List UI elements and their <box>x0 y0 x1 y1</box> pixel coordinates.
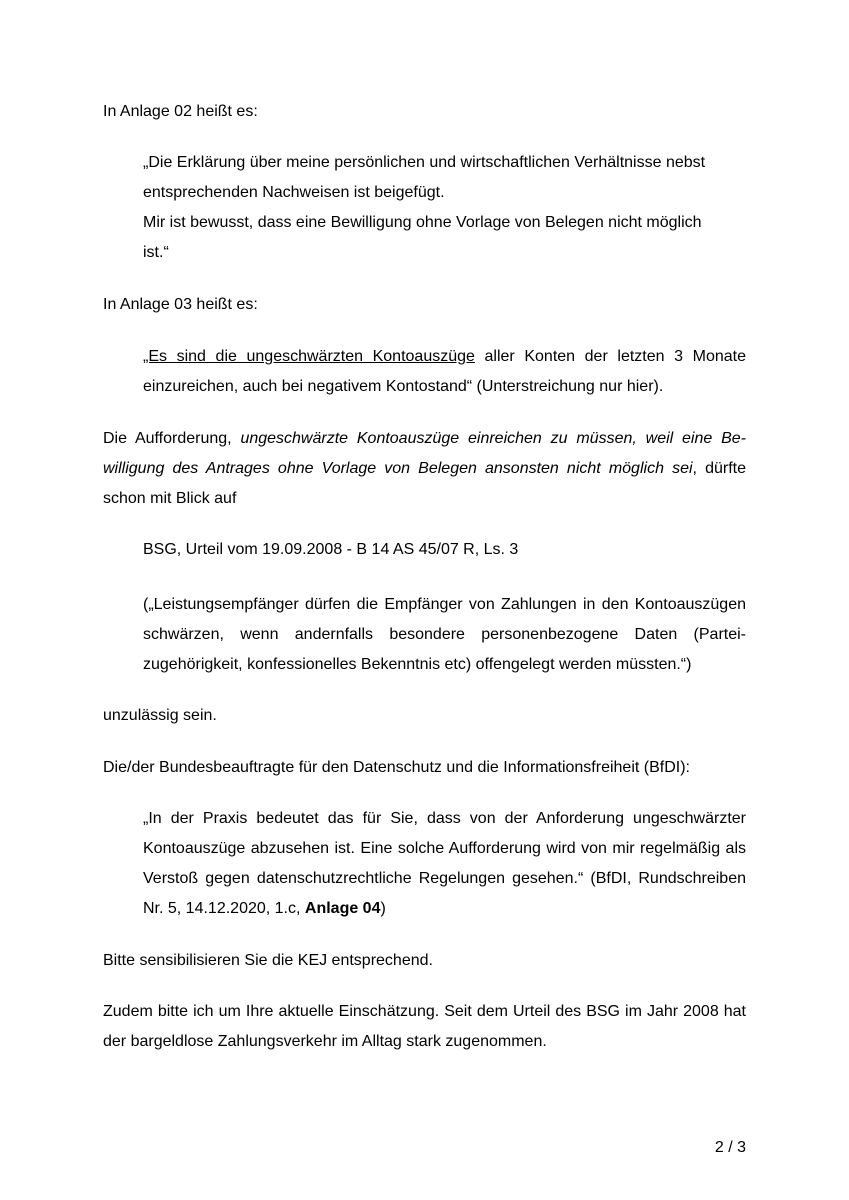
paragraph-unzulaessig: unzulässig sein. <box>103 707 217 724</box>
quote-anlage-02 <box>143 148 746 268</box>
bold-reference: Anlage 04 <box>304 900 381 917</box>
quote-anlage-03 <box>143 342 746 402</box>
underlined-text: „Es sind die ungeschwärzten Kontoauszüge <box>143 348 475 365</box>
paragraph-anlage-02-intro: In Anlage 02 heißt es: <box>103 103 258 120</box>
paragraph-kej-request: Bitte sensibilisieren Sie die KEJ entsprechend. <box>103 952 433 969</box>
quote-anlage-02-line: entsprechenden Nachweisen ist beigefügt. <box>143 184 445 201</box>
italic-text: ungeschwärzte Kontoauszüge einreichen zu müssen, weil eine Bewilligung des Antrages ohne Vorlage von Belegen ansonsten nicht möglich sei <box>103 430 746 477</box>
paragraph-aufforderung-tail: , dürfte schon mit Blick auf <box>103 460 746 507</box>
citation-bsg: BSG, Urteil vom 19.09.2008 - B 14 AS 45/07 R, Ls. 3 <box>143 541 519 558</box>
quote-bfdi-main: „In der Praxis bedeutet das für Sie, dass von der Anforderung ungeschwärzter Kontoauszüge abzusehen ist. Eine solche Aufforderung wird von mir regelmäßig als Verstoß gegen datenschutzrechtliche Regelungen gesehen.“ (BfDI, Rundschreiben Nr. 5, 14.12.2020, 1.c, <box>143 810 746 917</box>
quote-anlage-02-line: „Die Erklärung über meine persönlichen und wirtschaftlichen Verhältnisse nebst <box>143 154 706 171</box>
paragraph-aufforderung-lead: Die Aufforderung, <box>103 430 241 447</box>
page-number: 2 / 3 <box>714 1139 746 1156</box>
quote-anlage-03-rest: aller Konten der letzten 3 Monate einzureichen, auch bei negativem Kontostand“ (Unterstreichung nur hier). <box>143 348 746 395</box>
quote-bfdi-close: ) <box>380 900 386 917</box>
paragraph-aufforderung <box>103 424 746 514</box>
quote-anlage-02-line: Mir ist bewusst, dass eine Bewilligung ohne Vorlage von Belegen nicht möglich <box>143 214 702 231</box>
paragraph-anlage-03-intro: In Anlage 03 heißt es: <box>103 296 258 313</box>
quote-bsg-guiding-principle: („Leistungsempfänger dürfen die Empfänger von Zahlungen in den Kontoauszügen schwärzen, wenn andernfalls besondere personenbezogene Daten (Parteizugehörigkeit, konfessionelles Bekenntnis etc) offengelegt werden müssten.“) <box>143 596 746 673</box>
paragraph-assessment-request: Zudem bitte ich um Ihre aktuelle Einschätzung. Seit dem Urteil des BSG im Jahr 2008 hat der bargeldlose Zahlungsverkehr im Alltag stark zugenommen. <box>103 1003 746 1050</box>
quote-bfdi <box>143 804 746 924</box>
quote-anlage-02-line: ist.“ <box>143 244 169 261</box>
paragraph-bfdi-intro: Die/der Bundesbeauftragte für den Datenschutz und die Informationsfreiheit (BfDI): <box>103 759 690 776</box>
